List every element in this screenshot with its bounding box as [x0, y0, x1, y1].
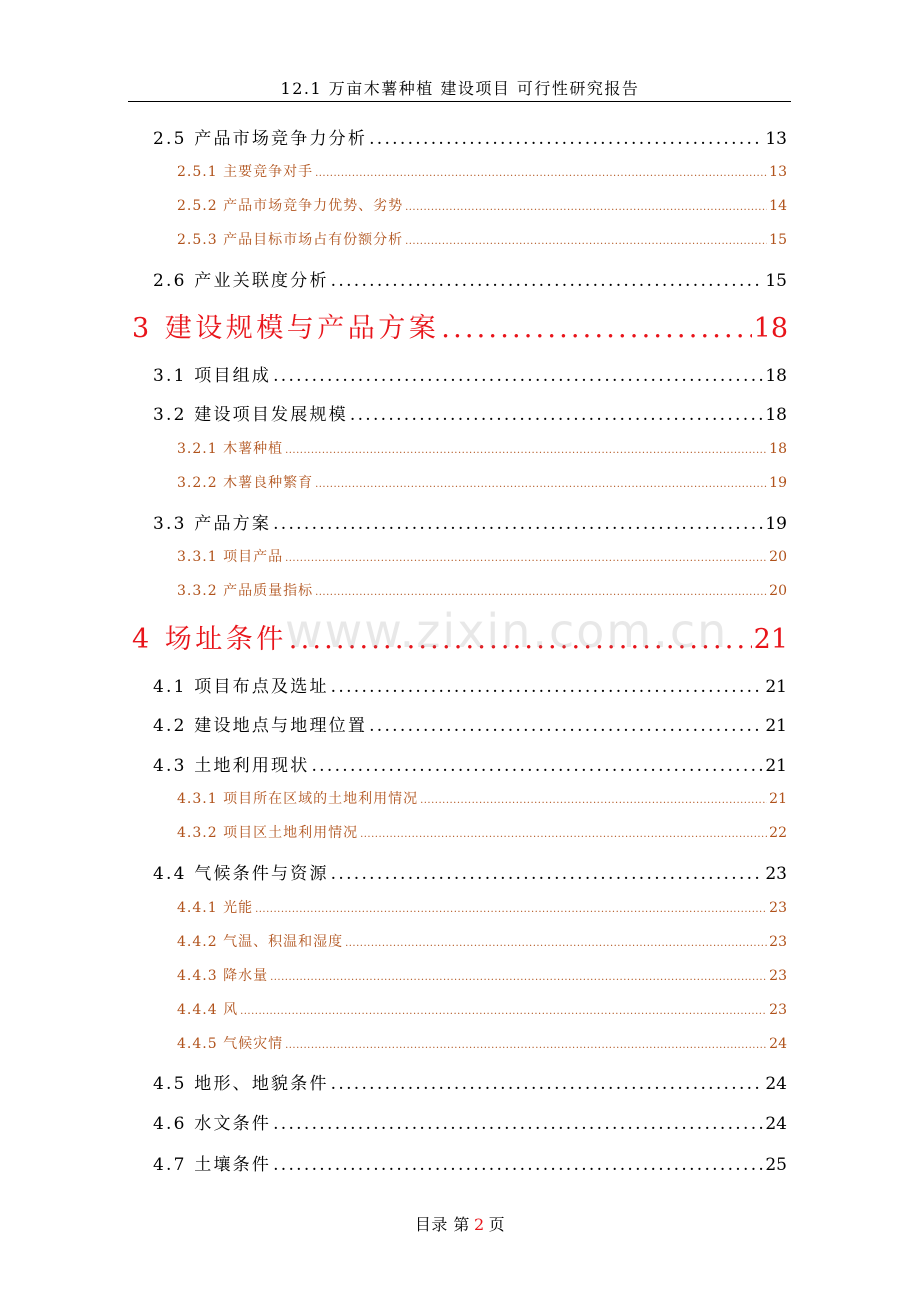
toc-entry-3-3-1[interactable] [177, 546, 787, 566]
toc-entry-4-4-5[interactable] [177, 1033, 787, 1053]
toc-dot-leader [369, 129, 763, 149]
toc-entry-page: 18 [765, 366, 787, 386]
toc-entry-title: 4.4.4 风 [177, 1002, 239, 1018]
toc-entry-4-6[interactable] [153, 1109, 787, 1134]
toc-entry-title: 4.4 气候条件与资源 [153, 864, 329, 884]
toc-entry-3-3-2[interactable] [177, 580, 787, 600]
watermark: www.zixin.com.cn [285, 604, 729, 658]
toc-entry-title: 4.7 土壤条件 [153, 1155, 272, 1175]
toc-entry-title: 4.5 地形、地貌条件 [153, 1074, 329, 1094]
toc-entry-title: 4.4.3 降水量 [177, 968, 269, 984]
toc-entry-title: 2.5 产品市场竞争力分析 [153, 129, 368, 149]
toc-dot-leader [240, 1006, 767, 1017]
toc-entry-4-2[interactable] [153, 711, 787, 736]
toc-entry-title: 3.2 建设项目发展规模 [153, 405, 348, 425]
toc-dot-leader [369, 716, 763, 736]
document-header: 12.1 万亩木薯种植 建设项目 可行性研究报告 [280, 79, 640, 98]
toc-dot-leader [420, 795, 767, 806]
toc-entry-2-5-1[interactable] [177, 161, 787, 181]
toc-dot-leader [285, 553, 767, 564]
toc-entry-title: 3.1 项目组成 [153, 366, 272, 386]
toc-dot-leader [285, 445, 767, 456]
toc-entry-4-4-2[interactable] [177, 931, 787, 951]
toc-entry-page: 19 [765, 514, 787, 534]
toc-entry-page: 23 [765, 864, 787, 884]
toc-entry-page: 24 [765, 1074, 787, 1094]
toc-entry-page: 23 [769, 934, 787, 950]
toc-dot-leader [441, 313, 751, 344]
toc-entry-title: 4.2 建设地点与地理位置 [153, 716, 368, 736]
toc-dot-leader [315, 168, 767, 179]
toc-dot-leader [270, 972, 767, 983]
page-footer [0, 1212, 920, 1235]
toc-entry-title: 2.5.2 产品市场竞争力优势、劣势 [177, 198, 404, 214]
toc-dot-leader [273, 366, 763, 386]
toc-entry-4-4[interactable] [153, 859, 787, 884]
toc-dot-leader [273, 514, 763, 534]
toc-entry-2-5-2[interactable] [177, 195, 787, 215]
toc-entry-4-5[interactable] [153, 1069, 787, 1094]
toc-entry-page: 13 [769, 164, 787, 180]
toc-entry-2-6[interactable] [153, 266, 787, 291]
toc-dot-leader [360, 829, 767, 840]
toc-entry-page: 23 [769, 900, 787, 916]
toc-dot-leader [331, 677, 764, 697]
toc-entry-4-4-3[interactable] [177, 965, 787, 985]
toc-entry-3-1[interactable] [153, 361, 787, 386]
toc-entry-title: 3.2.1 木薯种植 [177, 441, 284, 457]
toc-entry-page: 22 [769, 825, 787, 841]
toc-chapter-3[interactable] [132, 306, 788, 345]
toc-entry-2-5[interactable] [153, 124, 787, 149]
toc-entry-title: 3.3.1 项目产品 [177, 549, 284, 565]
toc-entry-title: 4.6 水文条件 [153, 1114, 272, 1134]
toc-entry-title: 2.6 产业关联度分析 [153, 271, 329, 291]
toc-entry-3-2-2[interactable] [177, 472, 787, 492]
toc-entry-page: 18 [765, 405, 787, 425]
toc-entry-4-4-1[interactable] [177, 897, 787, 917]
toc-entry-page: 25 [765, 1155, 787, 1175]
toc-entry-4-4-4[interactable] [177, 999, 787, 1019]
toc-entry-4-3-2[interactable] [177, 822, 787, 842]
toc-dot-leader [255, 904, 767, 915]
toc-entry-title: 4.4.5 气候灾情 [177, 1036, 284, 1052]
toc-entry-title: 3.3 产品方案 [153, 514, 272, 534]
toc-entry-page: 13 [765, 129, 787, 149]
toc-entry-title: 4.3.1 项目所在区域的土地利用情况 [177, 791, 419, 807]
footer-suffix: 页 [488, 1215, 506, 1234]
toc-entry-2-5-3[interactable] [177, 229, 787, 249]
toc-entry-page: 21 [765, 716, 787, 736]
toc-dot-leader [285, 1040, 767, 1051]
toc-entry-3-2[interactable] [153, 400, 787, 425]
toc-entry-page: 21 [765, 677, 787, 697]
footer-page-number: 2 [473, 1215, 485, 1234]
toc-entry-title: 4.4.2 气温、积温和湿度 [177, 934, 344, 950]
toc-dot-leader [405, 202, 767, 213]
toc-entry-page: 21 [765, 756, 787, 776]
toc-dot-leader [315, 479, 767, 490]
toc-entry-title: 4.1 项目布点及选址 [153, 677, 329, 697]
toc-entry-page: 15 [765, 271, 787, 291]
toc-entry-page: 23 [769, 1002, 787, 1018]
toc-entry-3-3[interactable] [153, 509, 787, 534]
toc-entry-page: 18 [769, 441, 787, 457]
toc-dot-leader [345, 938, 767, 949]
toc-entry-title: 4.3.2 项目区土地利用情况 [177, 825, 359, 841]
toc-entry-4-1[interactable] [153, 672, 787, 697]
toc-entry-title: 2.5.3 产品目标市场占有份额分析 [177, 232, 404, 248]
toc-entry-page: 20 [769, 549, 787, 565]
toc-entry-page: 15 [769, 232, 787, 248]
toc-dot-leader [273, 1114, 763, 1134]
toc-entry-4-7[interactable] [153, 1150, 787, 1175]
toc-entry-title: 3.2.2 木薯良种繁育 [177, 475, 314, 491]
toc-entry-page: 20 [769, 583, 787, 599]
toc-entry-title: 4.4.1 光能 [177, 900, 254, 916]
toc-entry-title: 2.5.1 主要竞争对手 [177, 164, 314, 180]
toc-entry-page: 19 [769, 475, 787, 491]
toc-entry-page: 21 [753, 624, 788, 655]
toc-entry-title: 3.3.2 产品质量指标 [177, 583, 314, 599]
toc-dot-leader [331, 271, 764, 291]
toc-entry-title: 4.3 土地利用现状 [153, 756, 310, 776]
toc-dot-leader [405, 236, 767, 247]
toc-entry-page: 21 [769, 791, 787, 807]
toc-dot-leader [331, 864, 764, 884]
toc-dot-leader [331, 1074, 764, 1094]
toc-dot-leader [273, 1155, 763, 1175]
toc-entry-page: 14 [769, 198, 787, 214]
toc-dot-leader [350, 405, 764, 425]
toc-entry-page: 24 [765, 1114, 787, 1134]
toc-entry-title: 3 建设规模与产品方案 [132, 313, 440, 344]
toc-dot-leader [315, 587, 767, 598]
toc-entry-4-3-1[interactable] [177, 788, 787, 808]
toc-entry-3-2-1[interactable] [177, 438, 787, 458]
toc-dot-leader [311, 756, 763, 776]
toc-entry-title: 4 场址条件 [132, 624, 287, 655]
toc-entry-page: 24 [769, 1036, 787, 1052]
footer-prefix: 目录 第 [414, 1215, 470, 1234]
toc-entry-page: 23 [769, 968, 787, 984]
toc-entry-page: 18 [753, 313, 788, 344]
toc-entry-4-3[interactable] [153, 751, 787, 776]
